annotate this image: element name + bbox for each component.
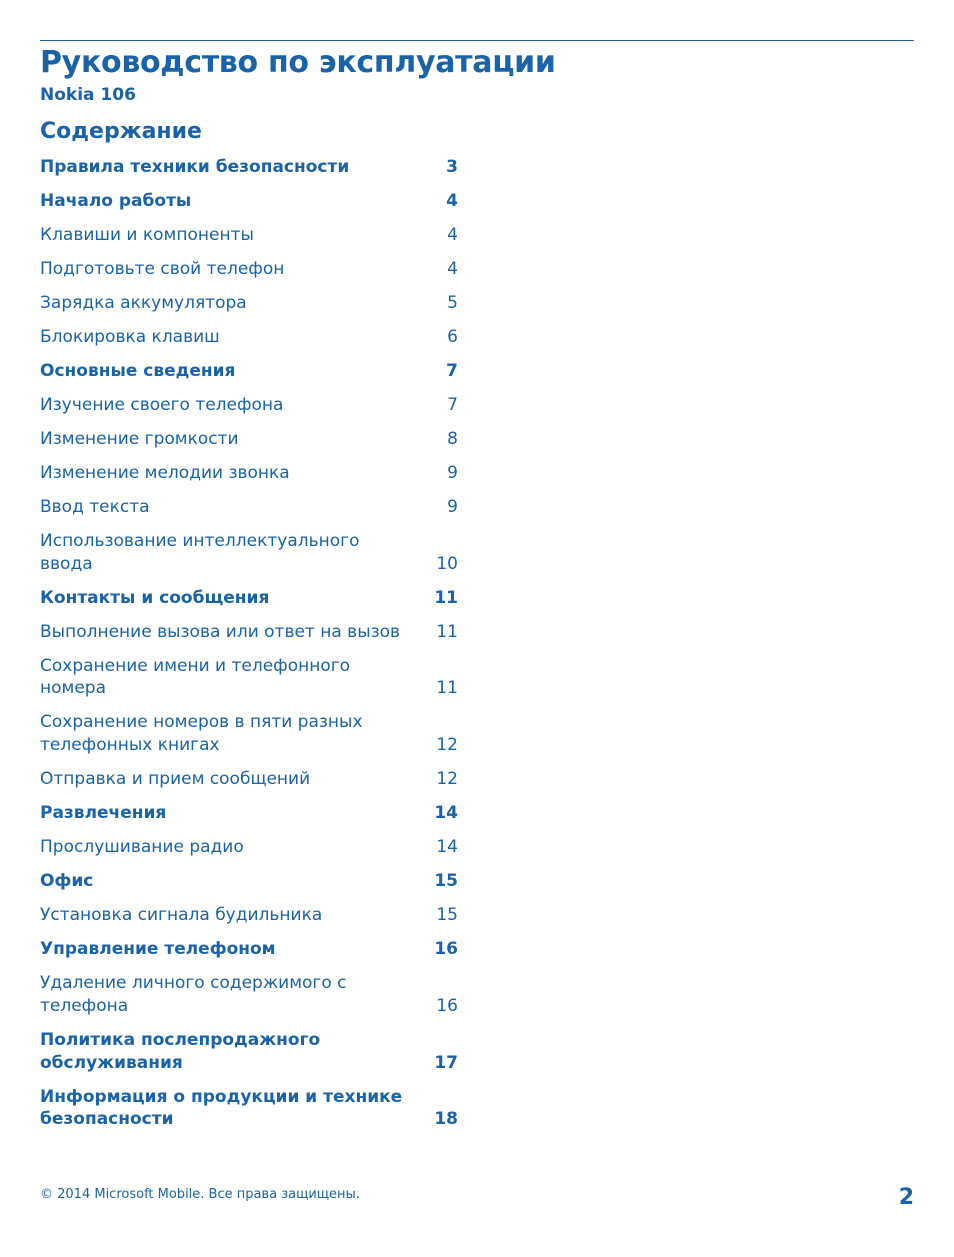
toc-entry-page-number: 15	[436, 905, 458, 926]
toc-entry-page-number: 16	[434, 939, 458, 960]
toc-entry-page-number: 11	[436, 678, 458, 699]
toc-subsection-entry[interactable]	[40, 326, 458, 349]
toc-subsection-entry[interactable]	[40, 768, 458, 791]
toc-entry-label: Удаление личного содержимого с телефона	[40, 973, 347, 1016]
toc-entry-page-number: 6	[447, 327, 458, 347]
toc-section-entry[interactable]	[40, 360, 458, 383]
toc-entry-label: Контакты и сообщения	[40, 587, 270, 608]
toc-subsection-entry[interactable]	[40, 904, 458, 927]
toc-subsection-entry[interactable]	[40, 711, 458, 756]
toc-entry-label: Подготовьте свой телефон	[40, 259, 285, 279]
toc-entry-label: Установка сигнала будильника	[40, 905, 323, 926]
toc-section-entry[interactable]	[40, 1086, 458, 1131]
toc-entry-page-number: 11	[436, 621, 458, 642]
toc-entry-label: Развлечения	[40, 803, 167, 824]
document-title: Руководство по эксплуатации	[40, 45, 556, 80]
header-rule	[40, 40, 914, 41]
toc-subsection-entry[interactable]	[40, 292, 458, 315]
toc-entry-label: Правила техники безопасности	[40, 157, 350, 177]
toc-section-entry[interactable]	[40, 802, 458, 825]
toc-entry-page-number: 3	[446, 157, 458, 177]
toc-subsection-entry[interactable]	[40, 496, 458, 519]
toc-entry-label: Отправка и прием сообщений	[40, 769, 311, 790]
toc-entry-page-number: 12	[436, 735, 458, 756]
toc-entry-label: Зарядка аккумулятора	[40, 293, 247, 313]
toc-entry-label: Выполнение вызова или ответ на вызов	[40, 621, 401, 642]
toc-section-entry[interactable]	[40, 190, 458, 213]
toc-entry-label: Блокировка клавиш	[40, 327, 220, 347]
toc-subsection-entry[interactable]	[40, 972, 458, 1017]
table-of-contents	[40, 156, 458, 1142]
toc-entry-label: Изменение мелодии звонка	[40, 463, 290, 483]
toc-entry-page-number: 17	[434, 1052, 458, 1073]
toc-entry-page-number: 4	[447, 225, 458, 245]
toc-entry-page-number: 15	[434, 871, 458, 892]
toc-entry-page-number: 4	[446, 191, 458, 211]
toc-subsection-entry[interactable]	[40, 428, 458, 451]
toc-entry-label: Политика послепродажного обслуживания	[40, 1029, 321, 1073]
toc-entry-page-number: 14	[434, 803, 458, 824]
toc-subsection-entry[interactable]	[40, 530, 458, 575]
toc-entry-page-number: 11	[434, 587, 458, 608]
toc-entry-page-number: 7	[446, 361, 458, 381]
toc-entry-page-number: 18	[434, 1109, 458, 1130]
toc-entry-page-number: 14	[436, 837, 458, 858]
toc-entry-page-number: 12	[436, 769, 458, 790]
toc-subsection-entry[interactable]	[40, 224, 458, 247]
toc-subsection-entry[interactable]	[40, 655, 458, 700]
toc-entry-label: Ввод текста	[40, 497, 150, 517]
toc-section-entry[interactable]	[40, 156, 458, 179]
toc-entry-label: Сохранение номеров в пяти разных телефонных книгах	[40, 712, 363, 756]
toc-subsection-entry[interactable]	[40, 394, 458, 417]
toc-entry-page-number: 4	[447, 259, 458, 279]
toc-entry-label: Клавиши и компоненты	[40, 225, 254, 245]
toc-entry-page-number: 10	[436, 553, 458, 574]
toc-subsection-entry[interactable]	[40, 258, 458, 281]
toc-entry-page-number: 9	[447, 497, 458, 517]
toc-entry-label: Использование интеллектуального ввода	[40, 531, 360, 574]
toc-entry-label: Прослушивание радио	[40, 837, 244, 858]
toc-heading: Содержание	[40, 119, 202, 144]
product-name: Nokia 106	[40, 85, 136, 105]
toc-entry-label: Начало работы	[40, 191, 192, 211]
toc-entry-page-number: 16	[436, 995, 458, 1016]
toc-entry-label: Изменение громкости	[40, 429, 239, 449]
toc-section-entry[interactable]	[40, 938, 458, 961]
toc-section-entry[interactable]	[40, 1029, 458, 1074]
toc-entry-label: Основные сведения	[40, 361, 236, 381]
toc-entry-label: Изучение своего телефона	[40, 395, 284, 415]
page-number: 2	[898, 1185, 914, 1210]
toc-entry-label: Управление телефоном	[40, 939, 276, 960]
toc-section-entry[interactable]	[40, 870, 458, 893]
toc-entry-page-number: 7	[447, 395, 458, 415]
toc-section-entry[interactable]	[40, 587, 458, 610]
toc-subsection-entry[interactable]	[40, 462, 458, 485]
toc-entry-page-number: 8	[447, 429, 458, 449]
toc-entry-label: Информация о продукции и технике безопасности	[40, 1086, 403, 1130]
toc-entry-label: Сохранение имени и телефонного номера	[40, 655, 351, 699]
toc-entry-page-number: 9	[447, 463, 458, 483]
toc-subsection-entry[interactable]	[40, 836, 458, 859]
toc-entry-page-number: 5	[447, 293, 458, 313]
toc-subsection-entry[interactable]	[40, 621, 458, 644]
copyright-notice: © 2014 Microsoft Mobile. Все права защищены.	[40, 1187, 360, 1202]
toc-entry-label: Офис	[40, 871, 94, 892]
